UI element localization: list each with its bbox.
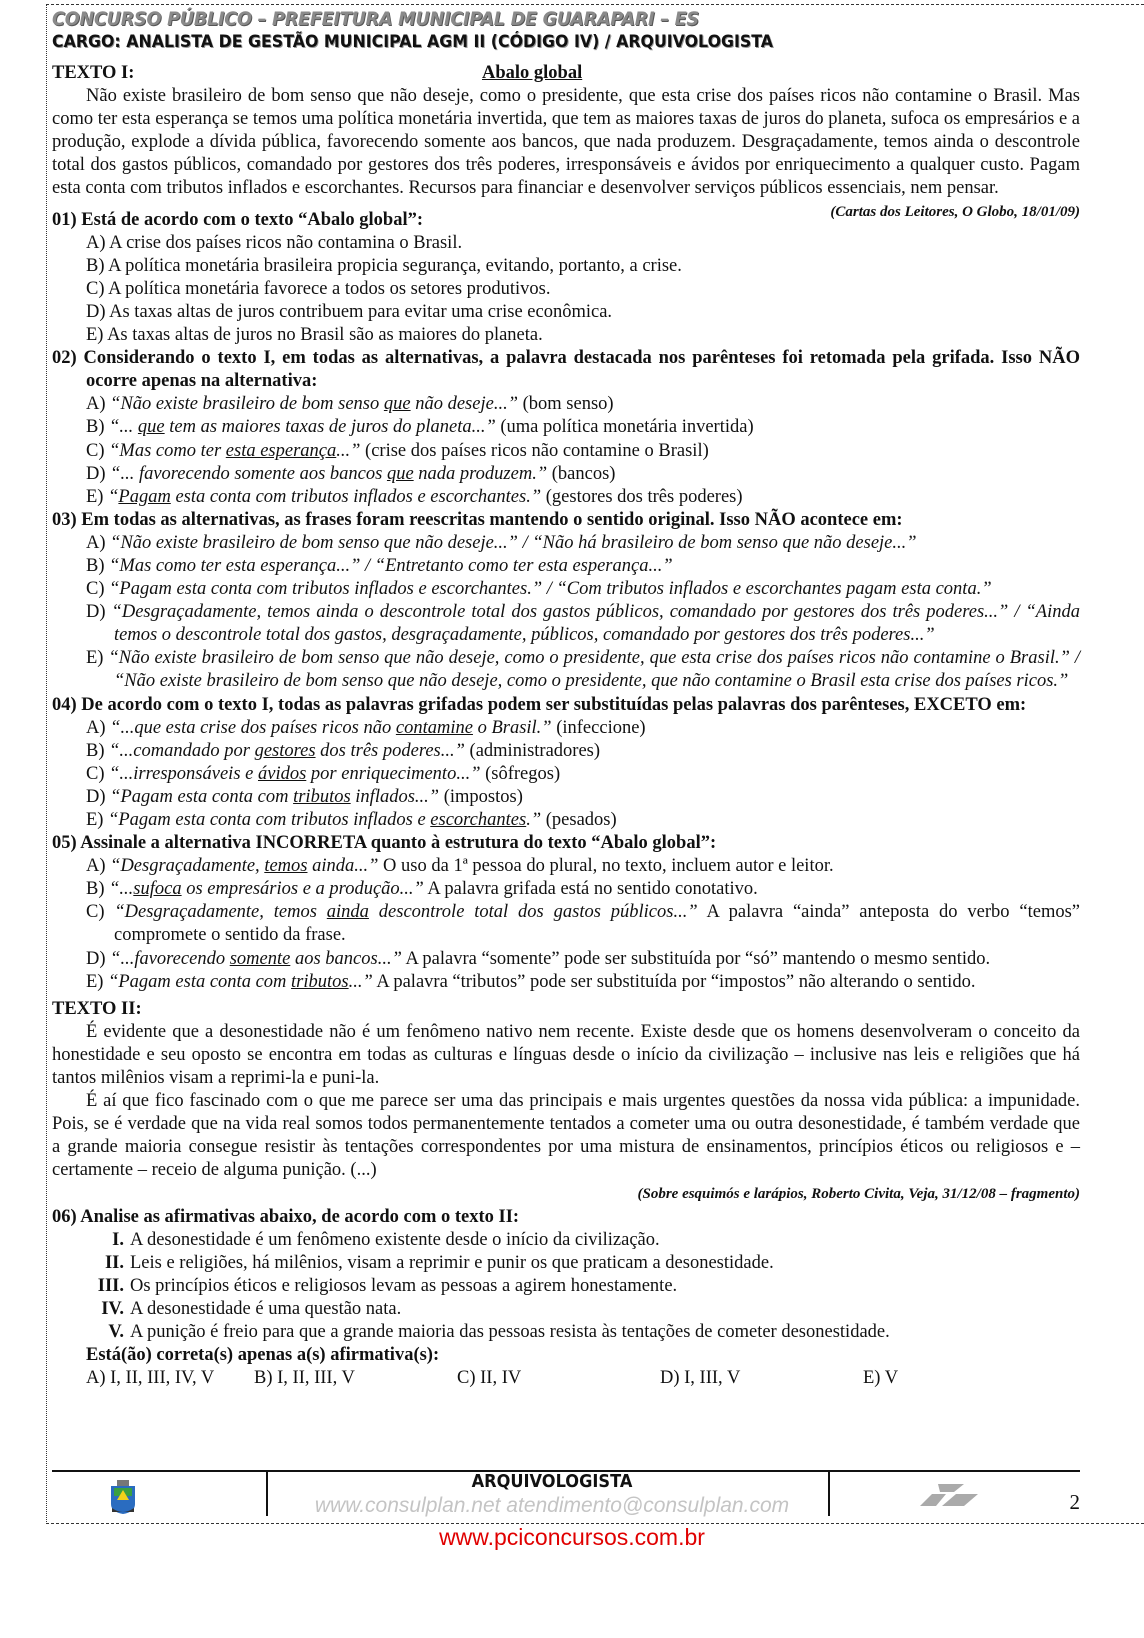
texto1-text: Não existe brasileiro de bom senso que não deseje, como o presidente, que esta crise dos países ricos não contamine o Brasil. Mas como ter esta esperança se temos uma política monetária invertida, que tem as maiores taxas de juros do planeta, sufoca os empresários e a produção, explode a dívida pública, favorecendo somente aos bancos, que nada produzem. Desgraçadamente, temos ainda o descontrole total dos gastos públicos, comandado por gestores dos três poderes, irresponsáveis e ávidos por enriquecimento a qualquer custo. Pagam esta conta com tributos inflados e escorchantes. Recursos para financiar e desenvolver serviços públicos essenciais, nem pensar.: [52, 86, 1080, 199]
answer-option[interactable]: [52, 763, 1080, 786]
answer-option[interactable]: [52, 647, 1080, 693]
answer-option[interactable]: [52, 440, 1080, 463]
option-text: C): [86, 579, 110, 600]
option-text: (crise dos países ricos não contamine o Brasil): [360, 440, 709, 461]
affirmative-text: Leis e religiões, há milênios, visam a reprimir e punir os que praticam a desonestidade.: [130, 1252, 774, 1273]
option-text: os empresários e a produção...”: [181, 879, 424, 900]
option-text: “Desgraçadamente, temos: [114, 902, 327, 923]
option-text: “...favorecendo: [110, 948, 230, 969]
option-text: A): [86, 856, 111, 877]
option-text: “Pagam esta conta com: [110, 786, 294, 807]
option-text: ainda...”: [307, 856, 379, 877]
option-text: “Mas como ter esta esperança...” / “Entretanto como ter esta esperança...”: [109, 555, 673, 576]
municipal-coat-of-arms-icon: [108, 1480, 138, 1516]
option-text: E): [86, 648, 109, 669]
option-text: “Desgraçadamente,: [110, 856, 265, 877]
option-text: A palavra grifada está no sentido conotativo.: [423, 879, 758, 900]
option-text: ...”: [348, 971, 373, 992]
option-text: E) As taxas altas de juros no Brasil são as maiores do planeta.: [86, 325, 543, 346]
option-text: “Desgraçadamente, temos ainda o descontrole total dos gastos públicos, comandado por gestores dos três poderes...” / “Ainda temos o descontrole total dos gastos, desgraçadamente, públicos, comandado por gestores dos três poderes...”: [111, 602, 1080, 646]
answer-option[interactable]: [52, 324, 1080, 347]
underlined-word: temos: [264, 856, 308, 877]
option-text: C): [86, 763, 110, 784]
option-text: (sôfregos): [480, 763, 561, 784]
answer-option[interactable]: [52, 301, 1080, 324]
option-text: D) As taxas altas de juros contribuem para evitar uma crise econômica.: [86, 301, 613, 322]
option-text: “...que esta crise dos países ricos não: [110, 717, 396, 738]
answer-option[interactable]: [52, 948, 1080, 971]
texto1-label: TEXTO I:: [52, 63, 135, 83]
affirmatives: [52, 1229, 1080, 1344]
texto2-source: (Sobre esquimós e larápios, Roberto Civita, Veja, 31/12/08 – fragmento): [637, 1185, 1080, 1202]
question-06: 06) Analise as afirmativas abaixo, de acordo com o texto II:: [52, 1206, 520, 1227]
site-link[interactable]: www.pciconcursos.com.br: [439, 1524, 705, 1550]
option-text: A): [86, 394, 111, 415]
affirmative: [52, 1321, 1080, 1344]
texto2-paragraph-2: É aí que fico fascinado com o que me parece ser uma das principais e mais urgentes questões da nossa vida pública: a impunidade. Pois, se é verdade que na vida real somos todos permanentemente tentados a cometer uma ou outra desonestidade, é também verdade que a grande maioria consegue resistir às tentações correspondentes por uma mistura de ensinamentos, princípios éticos ou religiosos e – certamente – receio de alguma punição. (...): [52, 1091, 1080, 1181]
answer-option[interactable]: [52, 740, 1080, 763]
answer-option[interactable]: [52, 878, 1080, 901]
affirmative-text: A desonestidade é um fenômeno existente desde o início da civilização.: [130, 1229, 660, 1250]
option-text: nada produzem.”: [413, 463, 548, 484]
page-footer: [52, 1470, 1080, 1518]
answer-option[interactable]: [52, 809, 1080, 832]
option-text: O uso da 1ª pessoa do plural, no texto, incluem autor e leitor.: [378, 856, 834, 877]
texto1-title: Abalo global: [482, 63, 583, 83]
option-text: ...”: [336, 440, 361, 461]
texto1-heading: [52, 62, 1080, 85]
answer-option[interactable]: [52, 786, 1080, 809]
answer-option[interactable]: C) II, IV: [457, 1368, 522, 1389]
option-text: (gestores dos três poderes): [541, 486, 743, 507]
affirmative-text: A desonestidade é uma questão nata.: [130, 1298, 402, 1319]
option-text: A): [86, 717, 111, 738]
option-text: “Mas como ter: [109, 440, 226, 461]
answer-option[interactable]: B) I, II, III, V: [254, 1368, 355, 1389]
texto2-label: TEXTO II:: [52, 998, 142, 1019]
affirmative: [52, 1229, 1080, 1252]
option-text: descontrole total dos gastos públicos...”: [368, 902, 698, 923]
option-text: D): [86, 786, 111, 807]
option-text: A palavra “somente” pode ser substituída por “só” mantendo o mesmo sentido.: [401, 948, 991, 969]
option-text: dos três poderes...”: [315, 740, 465, 761]
answer-option[interactable]: [52, 255, 1080, 278]
option-text: “Pagam esta conta com tributos inflados e: [108, 810, 431, 830]
option-text: “... favorecendo somente aos bancos: [110, 463, 387, 484]
underlined-word: ainda: [326, 902, 369, 923]
option-text: (infeccione): [551, 717, 646, 738]
option-text: por enriquecimento...”: [306, 763, 481, 784]
affirmative: [52, 1275, 1080, 1298]
answer-option[interactable]: E) V: [863, 1368, 899, 1389]
answer-option[interactable]: [52, 555, 1080, 578]
option-text: C) A política monetária favorece a todos os setores produtivos.: [86, 278, 551, 299]
affirmative-number: IV.: [101, 1298, 124, 1319]
exam-header: CONCURSO PÚBLICO – PREFEITURA MUNICIPAL DE GUARAPARI – ES: [52, 8, 699, 30]
answer-option[interactable]: [52, 393, 1080, 416]
exam-content: [52, 62, 1080, 1390]
affirmative-number: V.: [108, 1322, 124, 1343]
option-text: “: [108, 486, 119, 507]
affirmative-number: I.: [112, 1229, 124, 1250]
option-text: “...: [109, 417, 138, 438]
underlined-word: tributos: [291, 971, 349, 992]
option-text: D): [86, 602, 112, 623]
underlined-word: que: [383, 394, 411, 415]
option-text: (uma política monetária invertida): [495, 417, 754, 438]
option-text: “Não existe brasileiro de bom senso que não deseje, como o presidente, que esta crise dos países ricos não contamine o Brasil.” / “Não existe brasileiro de bom senso que não deseje, como o presidente, que não contamine o Brasil esta crise dos países ricos.”: [108, 648, 1080, 692]
option-text: (impostos): [439, 786, 523, 807]
question-03: 03) Em todas as alternativas, as frases foram reescritas mantendo o sentido original. Isso NÃO acontece em:: [52, 509, 903, 530]
underlined-word: sufoca: [133, 879, 182, 900]
option-text: (administradores): [464, 740, 601, 761]
footer-divider: [828, 1472, 830, 1516]
exam-position: CARGO: ANALISTA DE GESTÃO MUNICIPAL AGM II (CÓDIGO IV) / ARQUIVOLOGISTA: [52, 32, 774, 52]
option-text: tem as maiores taxas de juros do planeta...”: [164, 417, 496, 438]
option-text: E): [86, 486, 109, 507]
option-text: C): [86, 902, 115, 923]
consulplan-logo-icon: [920, 1480, 980, 1510]
page-number: 2: [1069, 1490, 1080, 1514]
questions-1-5: [52, 209, 1080, 994]
question-05: 05) Assinale a alternativa INCORRETA quanto à estrutura do texto “Abalo global”:: [52, 833, 717, 854]
answer-option[interactable]: [52, 232, 1080, 255]
option-text: (bancos): [547, 463, 616, 484]
option-text: aos bancos...”: [290, 948, 402, 969]
underlined-word: ávidos: [257, 763, 307, 784]
answer-option[interactable]: [52, 601, 1080, 647]
answer-option[interactable]: [52, 855, 1080, 878]
option-text: “...: [109, 879, 134, 900]
option-text: inflados...”: [350, 786, 440, 807]
underlined-word: esta esperança: [225, 440, 337, 461]
affirmative: [52, 1298, 1080, 1321]
answer-option[interactable]: [52, 416, 1080, 439]
answer-option[interactable]: [52, 486, 1080, 509]
option-text: A palavra “ainda” anteposta do verbo “temos” compromete o sentido da frase.: [114, 902, 1080, 946]
option-text: .”: [526, 810, 542, 830]
option-text: C): [86, 440, 110, 461]
question-04: 04) De acordo com o texto I, todas as palavras grifadas podem ser substituídas pelas palavras dos parênteses, EXCETO em:: [52, 694, 1027, 715]
underlined-word: que: [386, 463, 414, 484]
question-01: 01) Está de acordo com o texto “Abalo global”:: [52, 209, 423, 230]
answer-option[interactable]: [52, 532, 1080, 555]
affirmative-number: II.: [104, 1252, 124, 1273]
option-text: A) A crise dos países ricos não contamina o Brasil.: [86, 232, 463, 253]
texto2-paragraph-1: É evidente que a desonestidade não é um fenômeno nativo nem recente. Existe desde que os homens desenvolveram o conceito da honestidade e seu oposto se encontra em todas as culturas e línguas desde o início da civilização – inclusive nas leis e religiões que há tantos milênios visam a reprimi-la e puni-la.: [52, 1021, 1080, 1089]
underlined-word: Pagam: [118, 486, 171, 507]
option-text: “Pagam esta conta com: [108, 971, 292, 992]
affirmative-number: III.: [97, 1275, 124, 1296]
option-text: D): [86, 463, 111, 484]
option-text: D): [86, 948, 111, 969]
option-text: (pesados): [541, 810, 617, 830]
texto1-source: (Cartas dos Leitores, O Globo, 18/01/09): [830, 203, 1080, 220]
underlined-word: gestores: [254, 740, 316, 761]
footer-title: ARQUIVOLOGISTA: [471, 1471, 633, 1492]
option-text: E): [86, 810, 109, 830]
option-text: B): [86, 879, 110, 900]
option-text: (bom senso): [517, 394, 614, 415]
answer-option[interactable]: [52, 278, 1080, 301]
option-text: “Não existe brasileiro de bom senso: [110, 394, 384, 415]
option-text: B): [86, 417, 110, 438]
underlined-word: que: [137, 417, 165, 438]
affirmative-text: Os princípios éticos e religiosos levam as pessoas a agirem honestamente.: [130, 1275, 678, 1296]
underlined-word: somente: [229, 948, 291, 969]
answer-option[interactable]: [52, 463, 1080, 486]
answer-option[interactable]: [52, 717, 1080, 740]
q06-answers: [52, 1367, 1080, 1390]
option-text: o Brasil.”: [472, 717, 552, 738]
footer-divider: [266, 1472, 268, 1516]
option-text: B): [86, 740, 110, 761]
option-text: E): [86, 971, 109, 992]
affirmative: [52, 1252, 1080, 1275]
option-text: “Pagam esta conta com tributos inflados e escorchantes.” / “Com tributos inflados e escorchantes pagam esta conta.”: [109, 579, 992, 600]
option-text: “...irresponsáveis e: [109, 763, 258, 784]
question-02: 02) Considerando o texto I, em todas as alternativas, a palavra destacada nos parênteses foi retomada pela grifada. Isso NÃO ocorre apenas na alternativa:: [52, 348, 1080, 392]
option-text: esta conta com tributos inflados e escorchantes.”: [170, 486, 542, 507]
answer-option[interactable]: [52, 971, 1080, 994]
option-text: não deseje...”: [410, 394, 518, 415]
option-text: A): [86, 532, 111, 553]
option-text: B): [86, 555, 110, 576]
footer-contact: www.consulplan.net atendimento@consulplan.com: [314, 1494, 790, 1517]
answer-option[interactable]: [52, 901, 1080, 947]
option-text: “...comandado por: [109, 740, 255, 761]
underlined-word: contamine: [395, 717, 473, 738]
answer-option[interactable]: D) I, III, V: [660, 1368, 741, 1389]
underlined-word: escorchantes: [430, 810, 527, 830]
answer-option[interactable]: A) I, II, III, IV, V: [86, 1368, 215, 1389]
option-text: A palavra “tributos” pode ser substituída por “impostos” não alterando o sentido.: [372, 971, 976, 992]
underlined-word: tributos: [293, 786, 351, 807]
answer-option[interactable]: [52, 578, 1080, 601]
q06-prompt: Está(ão) correta(s) apenas a(s) afirmativa(s):: [86, 1345, 440, 1366]
affirmative-text: A punição é freio para que a grande maioria das pessoas resista às tentações de cometer desonestidade.: [130, 1322, 890, 1343]
option-text: “Não existe brasileiro de bom senso que não deseje...” / “Não há brasileiro de bom senso que não deseje...”: [110, 532, 917, 553]
option-text: B) A política monetária brasileira propicia segurança, evitando, portanto, a crise.: [86, 255, 682, 276]
